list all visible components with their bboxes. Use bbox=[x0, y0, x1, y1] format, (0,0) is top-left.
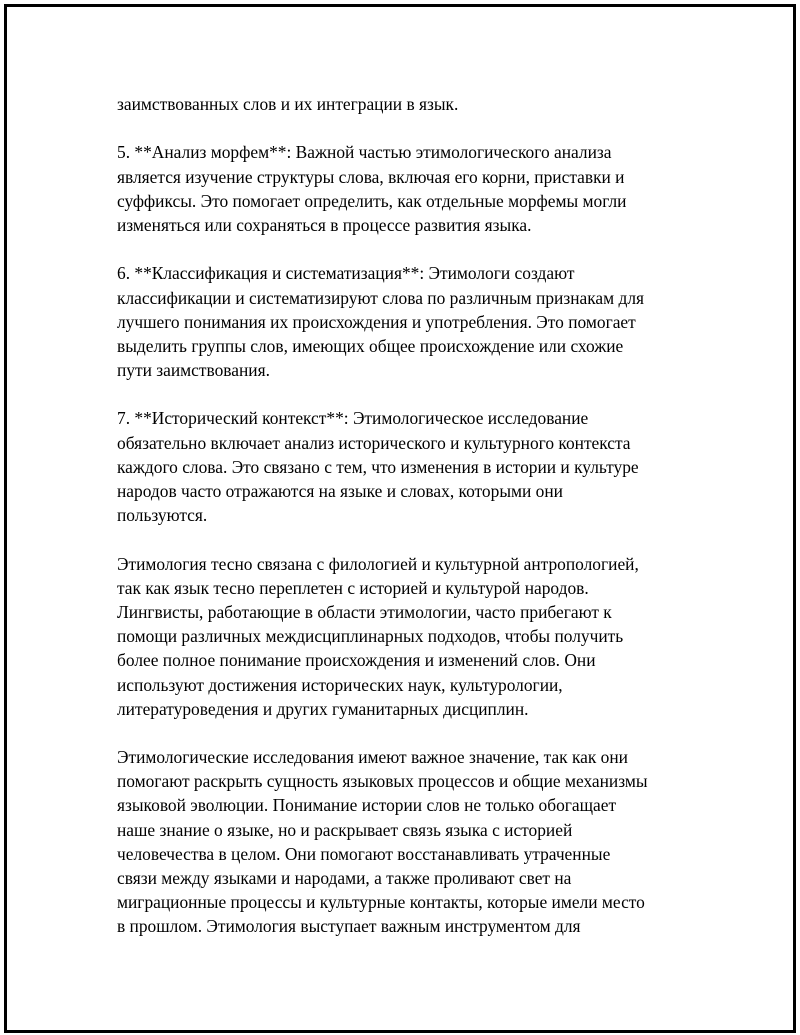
text-line: 6. **Классификация и систематизация**: Этимологи создают bbox=[117, 263, 575, 284]
text-line: Этимологические исследования имеют важное значение, так как они bbox=[117, 747, 628, 768]
text-line: связи между языками и народами, а также проливают свет на bbox=[117, 868, 572, 888]
text-line: языковой эволюции. Понимание истории слов не только обогащает bbox=[117, 795, 617, 816]
paragraph-historical-context bbox=[117, 406, 697, 527]
text-line: обязательно включает анализ исторического и культурного контекста bbox=[117, 432, 631, 453]
text-line: так как язык тесно переплетен с историей и культурой народов. bbox=[117, 577, 589, 598]
text-line: лучшего понимания их происхождения и употребления. Это помогает bbox=[117, 311, 636, 332]
text-line: изменяться или сохраняться в процессе развития языка. bbox=[117, 214, 532, 235]
text-line: человечества в целом. Они помогают восстанавливать утраченные bbox=[117, 843, 611, 864]
text-line: Лингвисты, работающие в области этимологии, часто прибегают к bbox=[117, 601, 612, 622]
text-line: используют достижения исторических наук, культурологии, bbox=[117, 674, 563, 695]
text-line: миграционные процессы и культурные контакты, которые имели место bbox=[117, 892, 645, 913]
text-line: суффиксы. Это помогает определить, как отдельные морфемы могли bbox=[117, 190, 627, 211]
text-line: выделить группы слов, имеющих общее происхождение или схожие bbox=[117, 335, 624, 356]
text-line: в прошлом. Этимология выступает важным инструментом для bbox=[117, 916, 581, 937]
text-line: Этимология тесно связана с филологией и культурной антропологией, bbox=[117, 553, 639, 574]
text-line: 7. **Исторический контекст**: Этимологическое исследование bbox=[117, 408, 589, 429]
text-line: наше знание о языке, но и раскрывает связь языка с историей bbox=[117, 819, 573, 840]
paragraph-philology bbox=[117, 552, 697, 721]
text-line: является изучение структуры слова, включая его корни, приставки и bbox=[117, 166, 625, 187]
text-line: каждого слова. Это связано с тем, что изменения в истории и культуре bbox=[117, 456, 639, 477]
text-line: помогают раскрыть сущность языковых процессов и общие механизмы bbox=[117, 771, 648, 792]
text-line: пользуются. bbox=[117, 505, 208, 526]
text-line: классификации и систематизируют слова по различным признакам для bbox=[117, 287, 644, 308]
text-line: народов часто отражаются на языке и словах, которыми они bbox=[117, 481, 563, 501]
paragraph-classification bbox=[117, 261, 697, 382]
document-body bbox=[117, 92, 697, 939]
paragraph-continuation bbox=[117, 92, 697, 116]
paragraph-morpheme-analysis bbox=[117, 140, 697, 237]
text-line: заимствованных слов и их интеграции в язык. bbox=[117, 94, 459, 114]
text-line: 5. **Анализ морфем**: Важной частью этимологического анализа bbox=[117, 142, 612, 163]
text-line: помощи различных междисциплинарных подходов, чтобы получить bbox=[117, 626, 624, 647]
text-line: пути заимствования. bbox=[117, 360, 270, 381]
paragraph-significance bbox=[117, 745, 697, 939]
text-line: литературоведения и других гуманитарных дисциплин. bbox=[117, 698, 529, 719]
text-line: более полное понимание происхождения и изменений слов. Они bbox=[117, 650, 596, 671]
